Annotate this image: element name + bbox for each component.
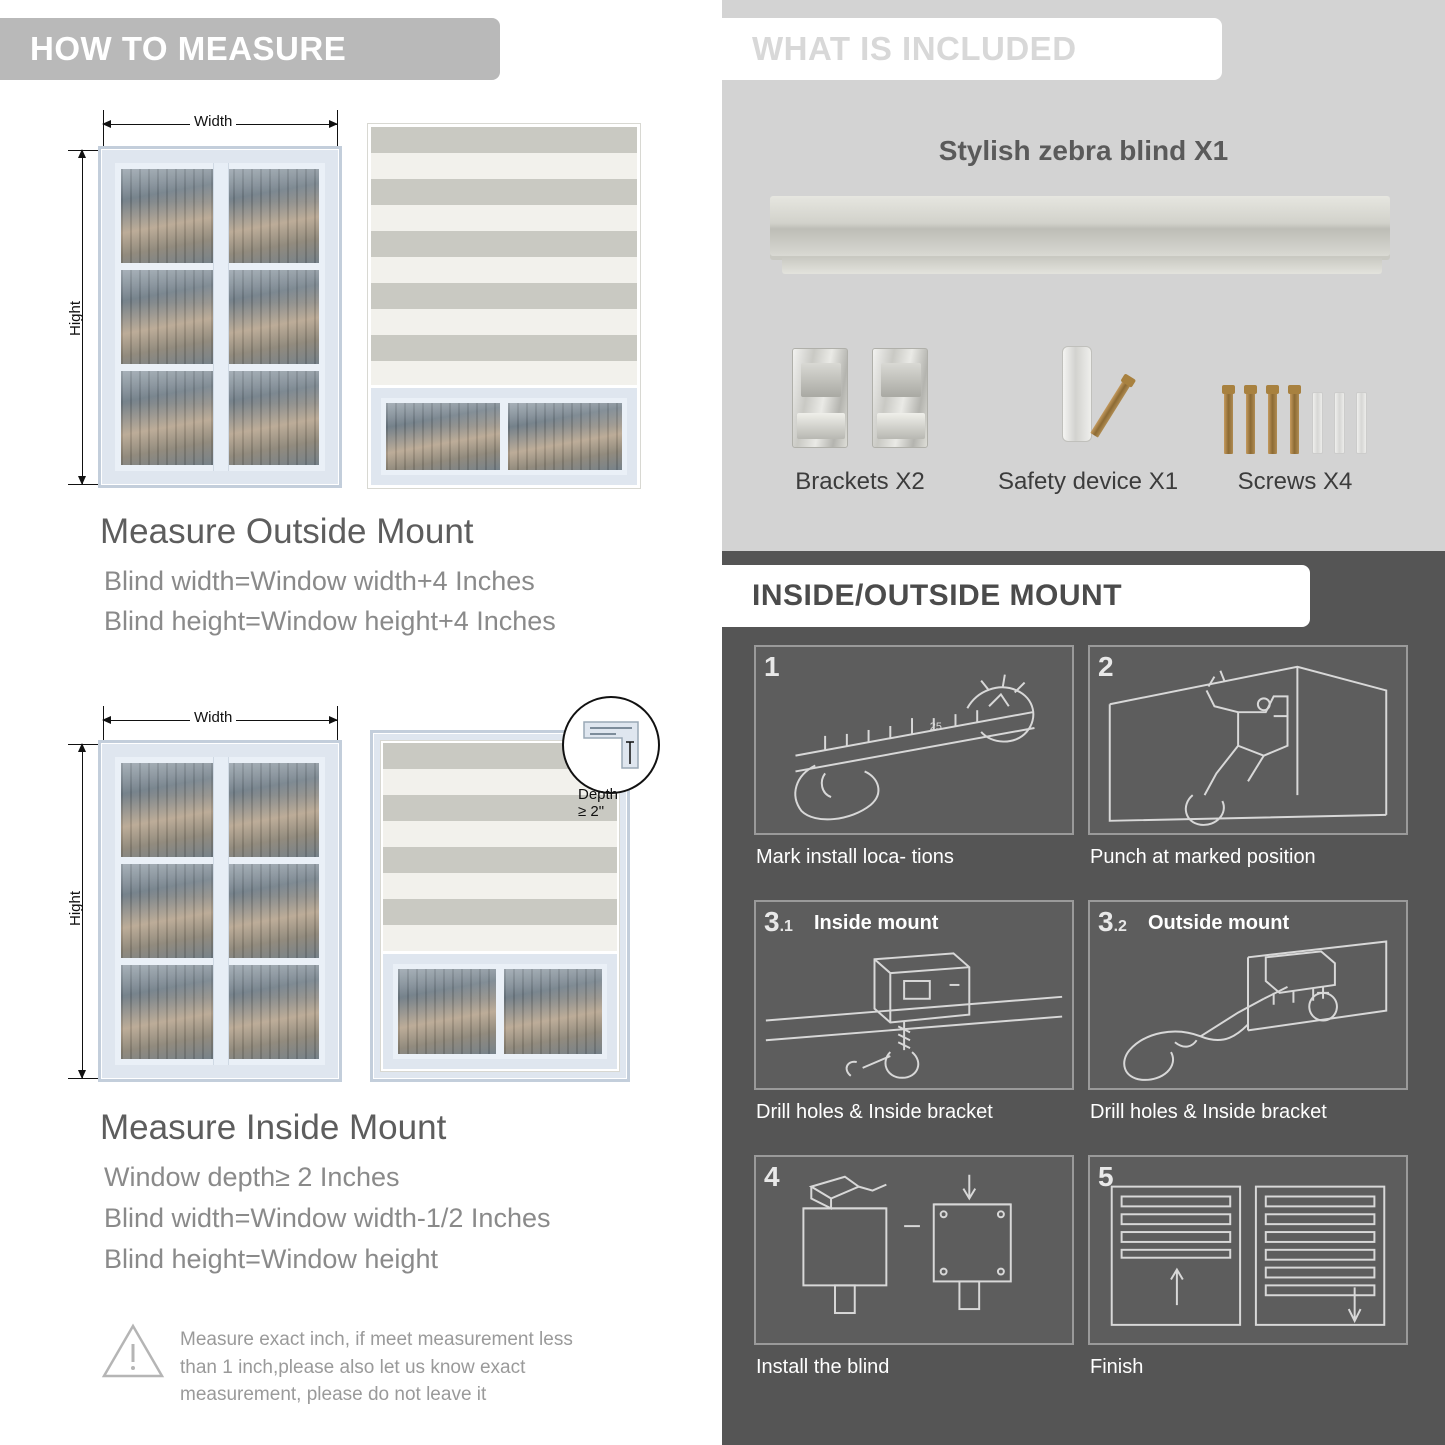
step-card-5 (1088, 1155, 1408, 1345)
step-3-1-inline-label: Inside mount (814, 912, 939, 934)
inside-window-frame (98, 740, 342, 1082)
step-4-caption: Install the blind (756, 1356, 890, 1378)
window-pane (121, 270, 217, 364)
brackets-caption: Brackets X2 (795, 468, 925, 495)
warning-line-3: measurement, please do not leave it (180, 1384, 487, 1406)
lower-window-glass (381, 398, 627, 475)
step-5-caption: Finish (1090, 1356, 1144, 1378)
screw-part (1224, 392, 1233, 454)
window-pane (121, 371, 217, 465)
inside-height-label: Hight (67, 890, 85, 927)
outside-mount-heading: Measure Outside Mount (100, 512, 474, 551)
how-to-measure-banner (0, 18, 500, 80)
lower-window-glass (393, 964, 607, 1059)
window-center-mullion (213, 757, 229, 1065)
what-is-included-banner (722, 18, 1222, 80)
screw-part (1290, 392, 1299, 454)
blind-lower-window (383, 951, 617, 1069)
step-card-3-2 (1088, 900, 1408, 1090)
depth-callout-icon (556, 690, 666, 800)
window-pane (386, 403, 500, 470)
window-pane (508, 403, 622, 470)
window-pane (504, 969, 602, 1054)
step-card-1 (754, 645, 1074, 835)
step-2-caption: Punch at marked position (1090, 846, 1316, 868)
outside-mount-blind (368, 124, 640, 488)
product-title: Stylish zebra blind X1 (938, 135, 1229, 166)
wall-anchor-part (1312, 392, 1323, 454)
how-to-measure-section (0, 0, 712, 1445)
step-5-sketch-icon (1090, 1157, 1406, 1345)
warning-line-1: Measure exact inch, if meet measurement less (180, 1329, 573, 1350)
screws-caption: Screws X4 (1237, 468, 1353, 495)
what-is-included-banner-label: WHAT IS INCLUDED (752, 30, 1077, 67)
window-pane (121, 965, 217, 1059)
step-1-caption: Mark install loca- tions (756, 846, 954, 868)
safety-device-caption: Safety device X1 (997, 468, 1179, 495)
step-card-4 (754, 1155, 1074, 1345)
depth-label: Depth ≥ 2" (578, 786, 619, 820)
outside-window-frame (98, 146, 342, 488)
outside-mount-line-1: Blind width=Window width+4 Inches (104, 566, 535, 596)
step-3-2-inline-label: Outside mount (1148, 912, 1290, 934)
bracket-part-1 (792, 348, 848, 448)
screw-part (1246, 392, 1255, 454)
step-2-number: 2 (1098, 651, 1114, 682)
outside-height-label: Hight (67, 300, 85, 337)
warning-triangle-icon (100, 1320, 166, 1382)
inside-mount-line-1: Window depth≥ 2 Inches (104, 1162, 400, 1192)
outside-mount-line-2: Blind height=Window height+4 Inches (104, 606, 556, 636)
step-card-3-1 (754, 900, 1074, 1090)
blind-stripe-fabric (371, 127, 637, 389)
step-1-sketch-icon (756, 647, 1072, 835)
warning-line-2: than 1 inch,please also let us know exact (180, 1356, 526, 1378)
zebra-blind-product-image (770, 196, 1390, 256)
window-pane (398, 969, 496, 1054)
outside-width-label: Width (190, 113, 236, 130)
step-card-2 (1088, 645, 1408, 835)
inside-outside-mount-banner-label: INSIDE/OUTSIDE MOUNT (752, 579, 1123, 612)
step-2-sketch-icon (1090, 647, 1406, 835)
step-4-number: 4 (764, 1161, 780, 1192)
inside-mount-line-2: Blind width=Window width-1/2 Inches (104, 1203, 551, 1233)
window-pane (224, 965, 320, 1059)
step-4-sketch-icon (756, 1157, 1072, 1345)
window-center-mullion (213, 163, 229, 471)
inside-mount-line-3: Blind height=Window height (104, 1244, 438, 1274)
window-pane (224, 763, 320, 857)
inside-mount-heading: Measure Inside Mount (100, 1108, 447, 1147)
how-to-measure-banner-label: HOW TO MEASURE (30, 30, 347, 67)
window-pane (224, 270, 320, 364)
screw-part (1268, 392, 1277, 454)
warning-text (180, 1326, 620, 1409)
window-pane (121, 763, 217, 857)
step-3-2-number: 3.2 (1098, 906, 1127, 937)
step-3-1-number: 3.1 (764, 906, 793, 937)
step-1-number: 1 (764, 651, 780, 682)
step-3-1-caption: Drill holes & Inside bracket (756, 1101, 993, 1123)
wall-anchor-part (1356, 392, 1367, 454)
blind-lower-window (371, 385, 637, 485)
window-pane (224, 864, 320, 958)
window-pane (121, 864, 217, 958)
zebra-blind-product-bottom-rail (782, 258, 1382, 274)
bracket-part-2 (872, 348, 928, 448)
svg-text:25: 25 (929, 720, 942, 733)
window-pane (224, 169, 320, 263)
window-pane (224, 371, 320, 465)
inside-outside-mount-banner (722, 565, 1310, 627)
step-5-number: 5 (1098, 1161, 1114, 1192)
step-3-2-caption: Drill holes & Inside bracket (1090, 1101, 1327, 1123)
wall-anchor-part (1334, 392, 1345, 454)
window-pane (121, 169, 217, 263)
safety-device-part (1062, 346, 1092, 442)
inside-width-label: Width (190, 709, 236, 726)
